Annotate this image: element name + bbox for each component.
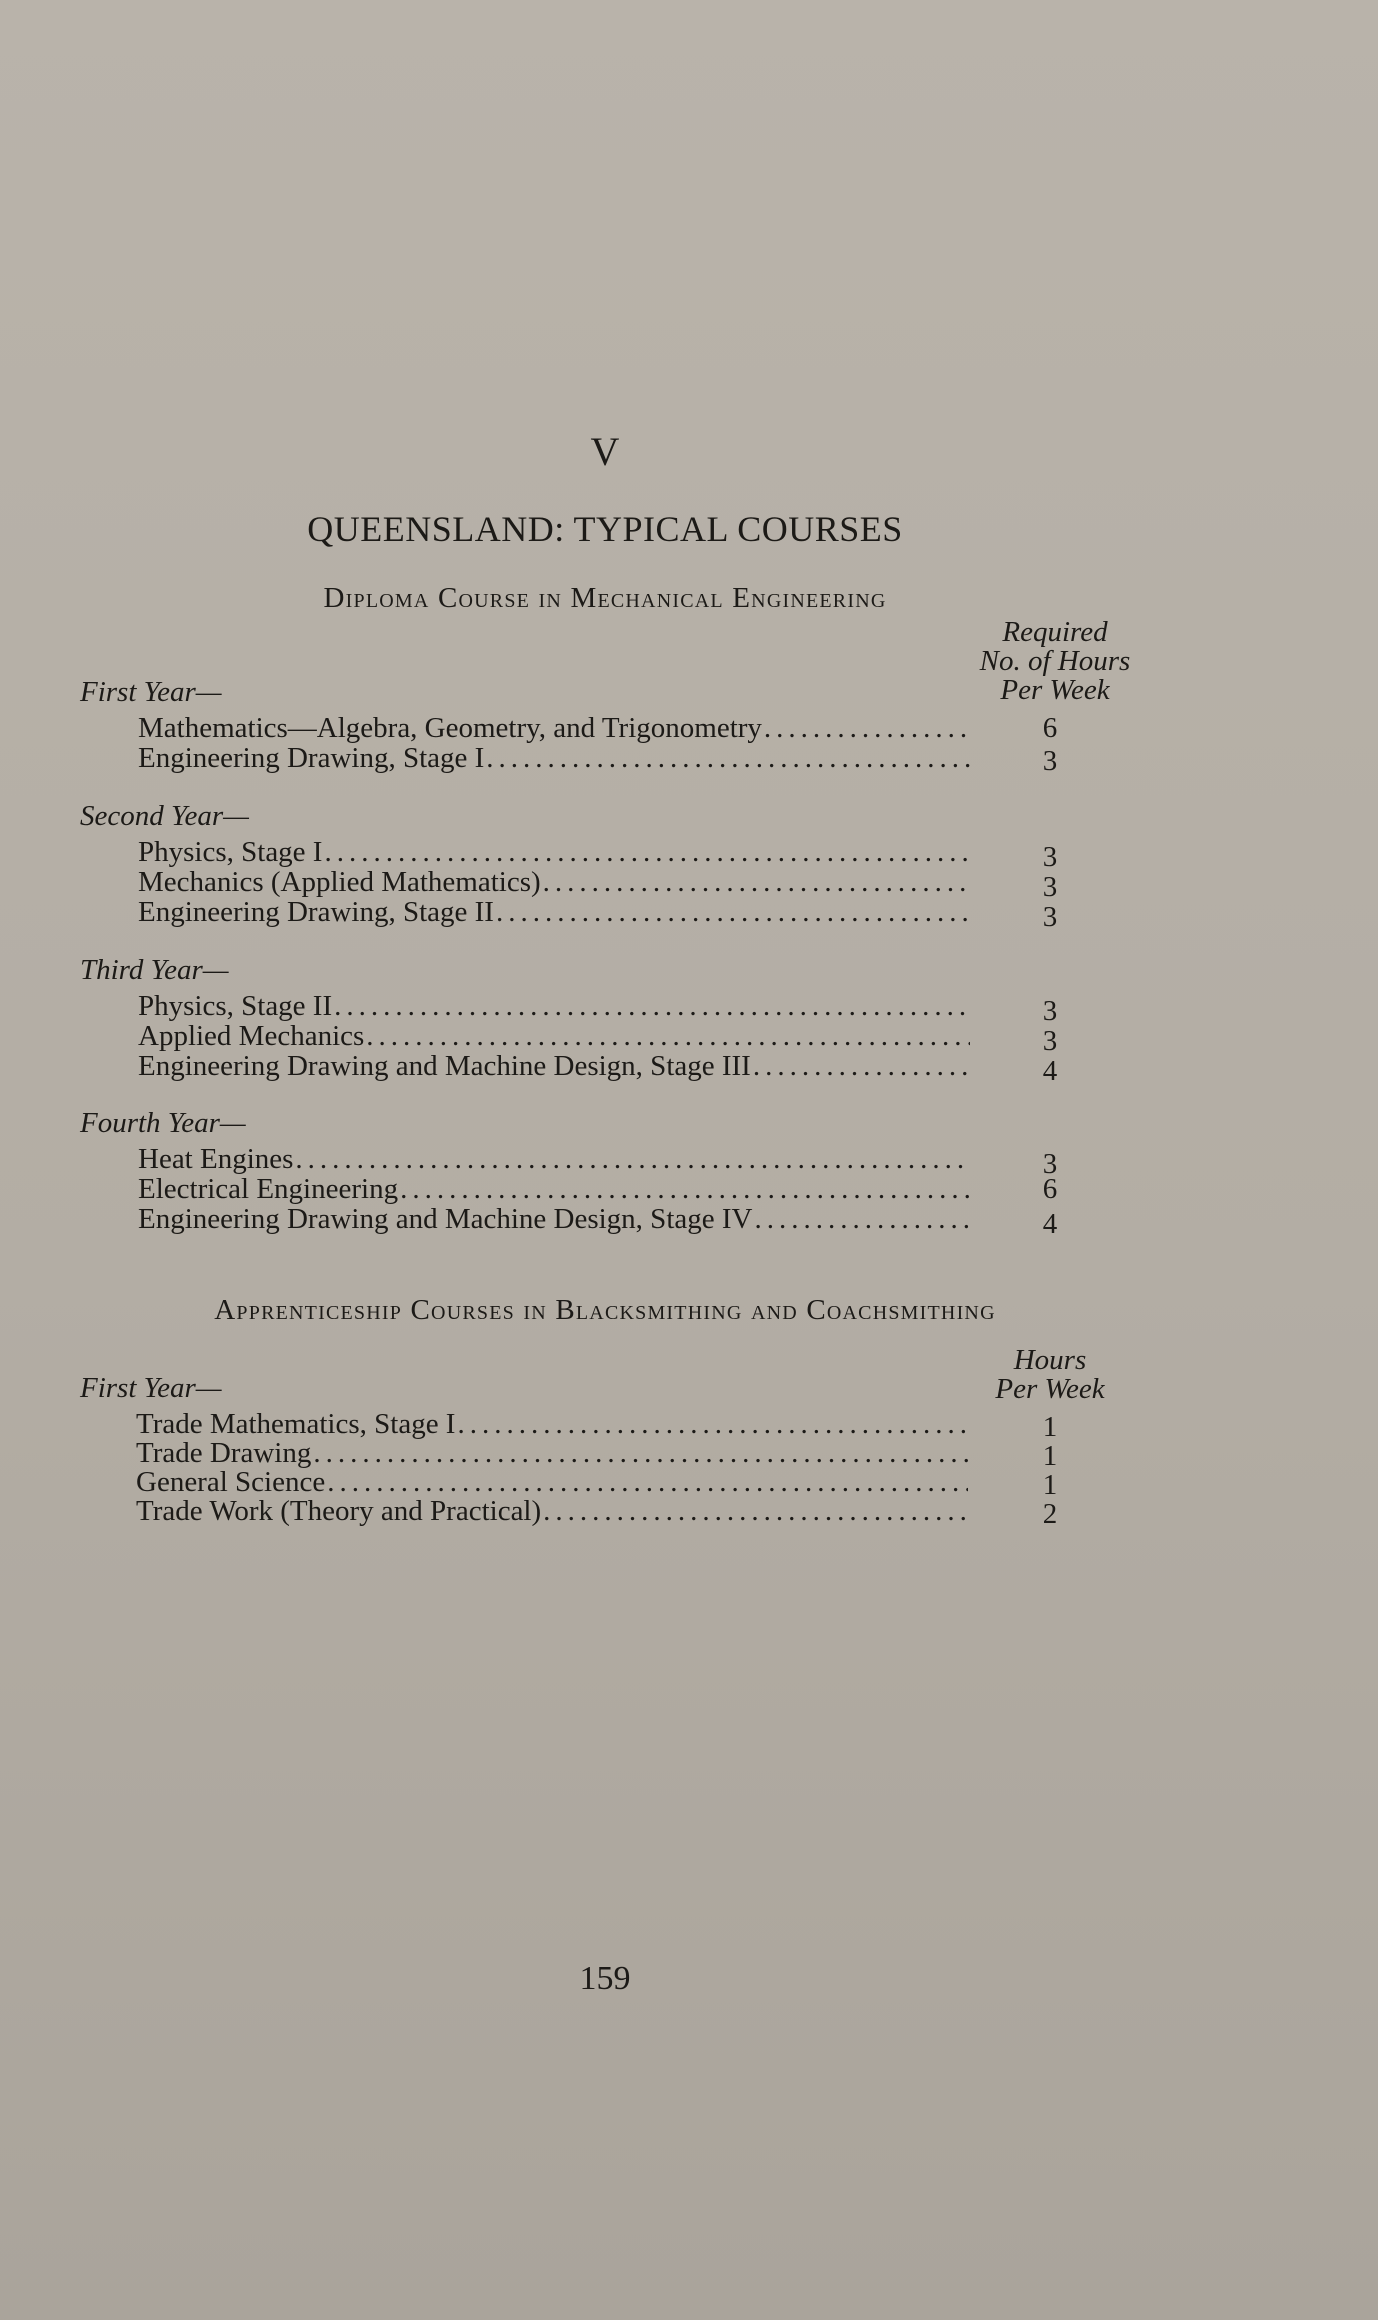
page-title: QUEENSLAND: TYPICAL COURSES: [307, 509, 903, 549]
course-name: Engineering Drawing and Machine Design, Stage III: [138, 1051, 751, 1081]
page-number: 159: [579, 1960, 631, 1997]
dot-leader: [398, 1174, 970, 1204]
dot-leader: [311, 1438, 968, 1468]
course-hours: 3: [1042, 901, 1058, 933]
year-label: Fourth Year—: [80, 1107, 246, 1139]
course-name: Mechanics (Applied Mathematics): [138, 867, 541, 897]
dot-leader: [762, 713, 970, 743]
dot-leader: [494, 897, 970, 927]
course-row: [138, 1204, 970, 1234]
dot-leader: [322, 837, 970, 867]
course-row: [136, 1409, 968, 1439]
year-label: First Year—: [80, 676, 222, 708]
course-hours: 1: [1042, 1411, 1058, 1443]
column-heading-line: Hours: [1013, 1344, 1087, 1376]
year-label: First Year—: [80, 1372, 222, 1404]
course-hours: 3: [1042, 871, 1058, 903]
course-hours: 6: [1042, 712, 1058, 744]
chapter-number: V: [590, 429, 620, 474]
course-name: Heat Engines: [138, 1144, 294, 1174]
column-heading-line: No. of Hours: [979, 645, 1131, 677]
dot-leader: [364, 1021, 970, 1051]
course-name: Engineering Drawing, Stage I: [138, 743, 485, 773]
course-hours: 1: [1042, 1469, 1058, 1501]
course-row: [136, 1496, 968, 1526]
year-label: Second Year—: [80, 800, 249, 832]
course-hours: 2: [1042, 1498, 1058, 1530]
course-hours: 3: [1042, 1148, 1058, 1180]
dot-leader: [484, 743, 970, 773]
column-heading-line: Per Week: [1000, 674, 1110, 706]
course-row: [138, 991, 970, 1021]
course-name: Mathematics—Algebra, Geometry, and Trigonometry: [138, 713, 762, 743]
course-name: Electrical Engineering: [138, 1174, 399, 1204]
year-label: Third Year—: [80, 954, 229, 986]
column-heading-line: Required: [1002, 616, 1108, 648]
dot-leader: [332, 991, 970, 1021]
course-name: Trade Work (Theory and Practical): [136, 1496, 542, 1526]
diploma-section-heading: Diploma Course in Mechanical Engineering: [323, 582, 887, 614]
course-row: [136, 1438, 968, 1468]
course-row: [138, 897, 970, 927]
course-row: [138, 1021, 970, 1051]
course-hours: 3: [1042, 745, 1058, 777]
course-hours: 4: [1042, 1208, 1058, 1240]
dot-leader: [541, 1496, 968, 1526]
course-row: [138, 1144, 970, 1174]
course-hours: 3: [1042, 995, 1058, 1027]
dot-leader: [455, 1409, 968, 1439]
dot-leader: [325, 1467, 968, 1497]
course-hours: 4: [1042, 1055, 1058, 1087]
dot-leader: [752, 1204, 970, 1234]
course-row: [136, 1467, 968, 1497]
course-hours: 1: [1042, 1440, 1058, 1472]
course-name: Physics, Stage II: [138, 991, 333, 1021]
diploma-hours-column-heading: [945, 618, 1165, 705]
course-name: General Science: [136, 1467, 326, 1497]
column-heading-line: Per Week: [995, 1373, 1105, 1405]
dot-leader: [751, 1051, 970, 1081]
course-name: Engineering Drawing, Stage II: [138, 897, 494, 927]
course-hours: 3: [1042, 841, 1058, 873]
course-row: [138, 837, 970, 867]
course-name: Trade Mathematics, Stage I: [136, 1409, 456, 1439]
course-row: [138, 1051, 970, 1081]
course-row: [138, 713, 970, 743]
apprenticeship-hours-column-heading: [960, 1346, 1140, 1404]
course-row: [138, 743, 970, 773]
course-name: Applied Mechanics: [138, 1021, 365, 1051]
course-row: [138, 867, 970, 897]
dot-leader: [541, 867, 970, 897]
apprenticeship-section-heading: Apprenticeship Courses in Blacksmithing and Coachsmithing: [214, 1294, 996, 1326]
course-row: [138, 1174, 970, 1204]
course-name: Engineering Drawing and Machine Design, Stage IV: [138, 1204, 753, 1234]
course-hours: 3: [1042, 1025, 1058, 1057]
course-name: Physics, Stage I: [138, 837, 323, 867]
course-name: Trade Drawing: [136, 1438, 312, 1468]
course-hours: 6: [1042, 1173, 1058, 1205]
dot-leader: [293, 1144, 970, 1174]
